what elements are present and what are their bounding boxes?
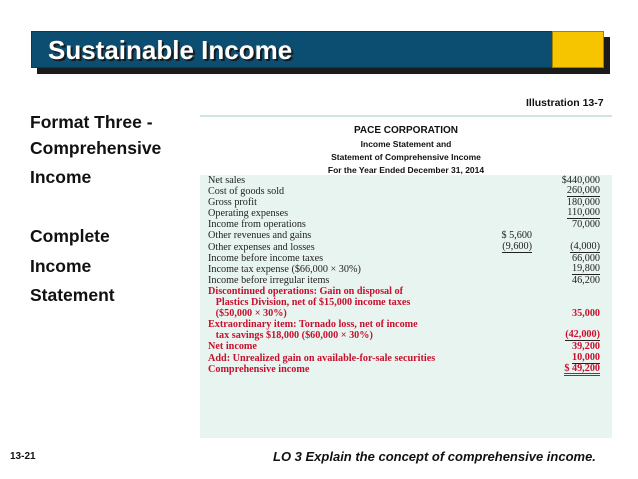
row-total-value: 110,000	[567, 207, 600, 219]
row-label: Add: Unrealized gain on available-for-sale securities	[208, 352, 436, 364]
row-total-value: 35,000	[571, 308, 600, 320]
row-total-value: 70,000	[571, 219, 600, 231]
row-label: Income before income taxes	[208, 252, 324, 264]
row-total-value: $ 49,200	[564, 362, 600, 374]
row-label: Net sales	[208, 175, 246, 186]
statement-row	[200, 186, 612, 197]
statement-row	[200, 319, 612, 330]
statement-row	[200, 286, 612, 297]
row-label: Income before irregular items	[208, 274, 330, 286]
row-total-value: 66,000	[571, 252, 600, 264]
statement-row	[200, 341, 612, 352]
row-label: Extraordinary item: Tornado loss, net of income	[208, 319, 418, 331]
statement-rows	[200, 175, 612, 375]
row-total-value: (4,000)	[570, 240, 600, 252]
row-label: Other revenues and gains	[208, 230, 312, 242]
slide-title: Sustainable Income	[48, 35, 293, 65]
row-total-value: 260,000	[566, 185, 600, 197]
company-name: PACE CORPORATION	[353, 125, 459, 136]
learning-objective: LO 3 Explain the concept of comprehensive income.	[273, 449, 596, 464]
row-total-value: 39,200	[571, 341, 600, 353]
row-label: Operating expenses	[208, 208, 289, 220]
row-label: tax savings $18,000 ($60,000 × 30%)	[208, 330, 373, 342]
row-label: Discontinued operations: Gain on disposal of	[208, 285, 404, 297]
income-statement	[200, 115, 612, 438]
statement-row	[200, 330, 612, 341]
row-total-value: (42,000)	[565, 329, 600, 341]
row-label: Gross profit	[208, 197, 257, 209]
statement-row	[200, 242, 612, 253]
row-subtotal-value: (9,600)	[502, 240, 532, 252]
left-line-2: Comprehensive	[30, 138, 162, 158]
row-total-value: 19,800	[571, 262, 600, 274]
illustration-label: Illustration 13-7	[526, 97, 604, 109]
statement-row	[200, 308, 612, 319]
row-label: Net income	[208, 341, 257, 353]
row-total-value: 46,200	[571, 274, 600, 286]
row-total-value: $440,000	[561, 175, 600, 186]
statement-header	[200, 115, 612, 175]
statement-row	[200, 175, 612, 186]
statement-row	[200, 208, 612, 219]
row-label: Income tax expense ($66,000 × 30%)	[208, 263, 361, 275]
statement-row	[200, 297, 612, 308]
left-line-4: Complete	[30, 226, 110, 246]
row-label: Other expenses and losses	[208, 241, 315, 253]
title-bar	[31, 31, 604, 68]
left-line-5: Income	[30, 256, 92, 276]
statement-row	[200, 275, 612, 286]
left-line-6: Statement	[30, 285, 115, 305]
row-total-value: 180,000	[566, 197, 600, 209]
statement-row	[200, 364, 612, 375]
statement-row	[200, 264, 612, 275]
accent-box	[552, 31, 604, 68]
statement-row	[200, 197, 612, 208]
statement-title-1: Income Statement and	[360, 139, 452, 149]
left-line-1: Format Three -	[30, 112, 153, 132]
statement-title-2: Statement of Comprehensive Income	[331, 152, 481, 162]
row-label: Cost of goods sold	[208, 186, 285, 198]
page-number: 13-21	[10, 451, 36, 462]
row-subtotal-value: $ 5,600	[501, 230, 532, 242]
statement-row	[200, 219, 612, 230]
row-total-value: 10,000	[571, 351, 600, 363]
left-line-3: Income	[30, 167, 92, 187]
row-label: Plastics Division, net of $15,000 income taxes	[208, 297, 411, 309]
statement-row	[200, 230, 612, 241]
statement-row	[200, 253, 612, 264]
row-label: Comprehensive income	[208, 363, 310, 375]
row-label: ($50,000 × 30%)	[208, 308, 287, 320]
row-label: Income from operations	[208, 219, 306, 231]
statement-row	[200, 353, 612, 364]
statement-period: For the Year Ended December 31, 2014	[327, 165, 485, 175]
